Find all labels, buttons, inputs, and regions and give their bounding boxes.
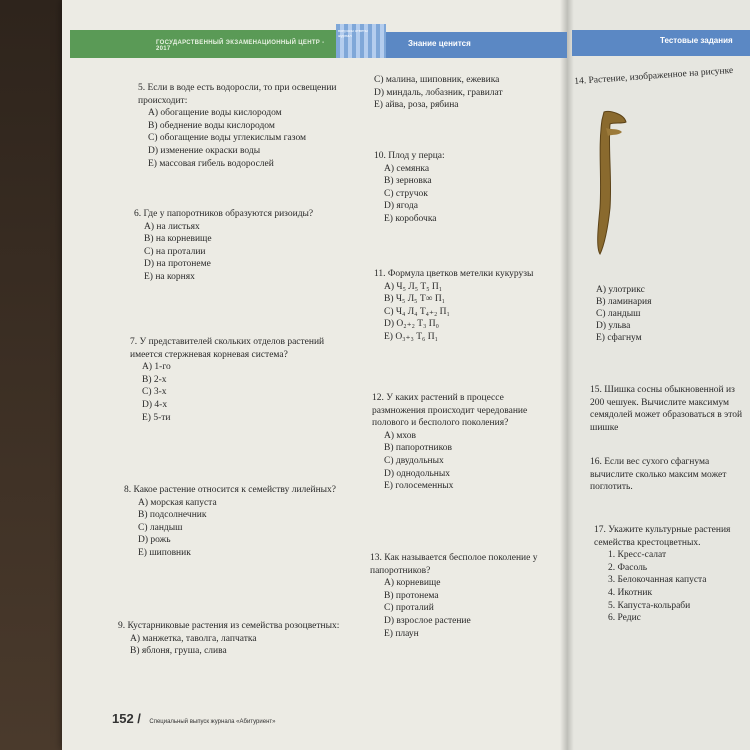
answer-option: D) О₂₊₂ Т₃ П₀ <box>384 319 439 330</box>
page-footer <box>112 710 275 728</box>
question-title: 6. Где у папоротников образуются ризоиды? <box>134 209 314 219</box>
answer-option: 1. Кресс-салат <box>608 550 667 561</box>
answer-option: E) айва, роза, рябина <box>374 100 459 111</box>
answer-option: B) протонема <box>384 590 439 601</box>
question-title: 16. Если вес сухого сфагнума вычислите сколько максим может поглотить. <box>590 457 727 493</box>
answer-option: D) ягода <box>384 201 418 212</box>
answer-option: C) ландыш <box>138 522 183 533</box>
question-title: 10. Плод у перца: <box>374 151 445 161</box>
answer-option: 2. Фасоль <box>608 562 648 573</box>
header-mid-title: Знание ценится <box>408 39 471 48</box>
answer-option: A) на листьях <box>144 221 200 232</box>
answer-option: E) 5-ти <box>142 412 171 423</box>
answer-option: C) Ч₄ Л₄ Т₄₊₂ П₁ <box>384 306 450 317</box>
header-right-title: Тестовые задания <box>660 36 733 45</box>
question-17 <box>594 524 750 625</box>
question-title: 9. Кустарниковые растения из семейства розоцветных: <box>118 621 340 631</box>
question-title: 12. У каких растений в процессе размножения происходит чередование полового и бесполого поколения? <box>372 393 528 429</box>
header-band-mid <box>386 32 567 58</box>
answer-option: D) рожь <box>138 535 171 546</box>
footer-subtitle: Специальный выпуск журнала «Абитуриент» <box>149 719 276 725</box>
journal-logo <box>336 24 386 58</box>
answer-option: C) проталий <box>384 603 434 614</box>
answer-option: C) обогащение воды углекислым газом <box>148 133 307 144</box>
question-5 <box>138 82 358 170</box>
question-title: 5. Если в воде есть водоросли, то при освещении происходит: <box>138 83 337 106</box>
answer-option: 6. Редис <box>608 613 641 624</box>
question-title: 17. Укажите культурные растения семейства крестоцветных. <box>594 525 731 548</box>
seaweed-illustration <box>588 108 628 256</box>
question-title: 13. Как называется бесполое поколение у папоротников? <box>370 553 538 576</box>
answer-option: B) папоротников <box>384 443 452 454</box>
answer-option: A) Ч₅ Л₅ Т₅ П₁ <box>384 281 443 292</box>
answer-option: 3. Белокочанная капуста <box>608 575 707 586</box>
question-title: 7. У представителей скольких отделов растений имеется стержневая корневая система? <box>130 337 325 360</box>
question-8 <box>124 484 354 560</box>
answer-option: D) 4-х <box>142 399 168 410</box>
answer-option: D) миндаль, лобазник, гравилат <box>374 87 503 98</box>
answer-option: A) семянка <box>384 163 430 174</box>
answer-option: B) обеднение воды кислородом <box>148 120 275 131</box>
answer-option: B) подсолнечник <box>138 510 207 521</box>
question-16 <box>590 456 750 496</box>
answer-option: 4. Икотник <box>608 587 653 598</box>
header-center-title: ГОСУДАРСТВЕННЫЙ ЭКЗАМЕНАЦИОННЫЙ ЦЕНТР - 2017 <box>156 40 325 52</box>
answer-option: C) стручок <box>384 188 428 199</box>
answer-option: E) сфагнум <box>596 333 642 343</box>
answer-option: D) изменение окраски воды <box>148 145 261 156</box>
answer-option: A) мхов <box>384 430 417 441</box>
question-13 <box>370 552 560 640</box>
answer-option: E) О₃₊₃ Т₆ П₁ <box>384 331 438 342</box>
answer-option: B) ламинария <box>596 297 652 307</box>
answer-option: D) однодольных <box>384 468 451 479</box>
answer-option: A) морская капуста <box>138 497 217 508</box>
answer-option: C) на проталии <box>144 246 206 257</box>
answer-option: A) корневище <box>384 578 441 589</box>
question-7 <box>130 336 340 424</box>
answer-option: D) на протонеме <box>144 259 211 270</box>
question-9 <box>118 620 358 658</box>
question-10 <box>374 150 554 226</box>
answer-option: B) на корневище <box>144 234 212 245</box>
question-6 <box>134 208 324 284</box>
answer-option: C) 3-х <box>142 387 167 398</box>
question-15 <box>590 384 750 436</box>
answer-option: B) зерновка <box>384 176 432 187</box>
header-band-left <box>70 30 340 58</box>
answer-option: D) ульва <box>596 321 631 331</box>
answer-option: E) плаун <box>384 628 419 639</box>
page-number: 152 / <box>112 711 141 726</box>
question-title: 14. Растение, изображенное на рисунке <box>574 65 734 87</box>
answer-option: E) на корнях <box>144 271 195 282</box>
answer-option: C) ландыш <box>596 309 641 319</box>
question-title: 8. Какое растение относится к семейству лилейных? <box>124 485 337 495</box>
header-band-right <box>572 30 750 56</box>
question-14-options <box>596 284 651 344</box>
answer-option: A) улотрикс <box>596 285 645 295</box>
answer-option: B) Ч₅ Л₅ Т∞ П₁ <box>384 294 445 305</box>
answer-option: B) яблоня, груша, слива <box>130 646 227 657</box>
question-title: 11. Формула цветков метелки кукурузы <box>374 269 534 279</box>
answer-option: B) 2-х <box>142 374 167 385</box>
answer-option: E) массовая гибель водорослей <box>148 158 274 169</box>
answer-option: C) двудольных <box>384 455 444 466</box>
book-gutter <box>560 0 574 750</box>
answer-option: A) 1-го <box>142 362 171 373</box>
question-title: 15. Шишка сосны обыкновенной из 200 чешуек. Вычислите максимум семядолей может образоваться в этой шишке <box>590 385 743 433</box>
question-12 <box>372 392 558 493</box>
answer-option: E) шиповник <box>138 547 191 558</box>
answer-option: 5. Капуста-кольраби <box>608 600 691 611</box>
answer-option: E) голосеменных <box>384 481 454 492</box>
logo-text: вопросы ответы журнал <box>338 28 368 38</box>
answer-option: D) взрослое растение <box>384 615 471 626</box>
question-11 <box>374 268 564 344</box>
answer-option: A) манжетка, таволга, лапчатка <box>130 633 257 644</box>
answer-option: A) обогащение воды кислородом <box>148 108 282 119</box>
answer-option: C) малина, шиповник, ежевика <box>374 75 500 85</box>
question-9-continued <box>374 74 554 112</box>
answer-option: E) коробочка <box>384 213 437 224</box>
